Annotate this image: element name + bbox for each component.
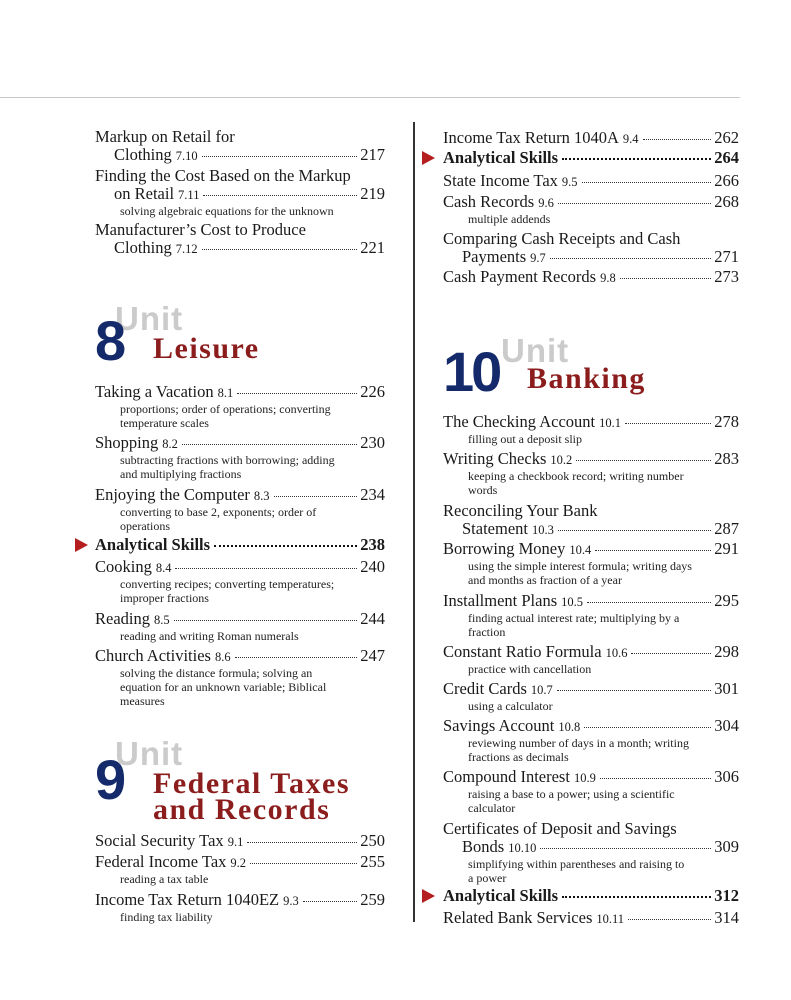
toc-entry[interactable] (443, 193, 739, 226)
toc-entry[interactable] (95, 434, 385, 481)
entry-subtopic: operations (120, 519, 170, 533)
toc-entry[interactable] (443, 450, 739, 497)
entry-subtopic: simplifying within parentheses and raising to (468, 857, 685, 871)
page-number: 304 (714, 716, 739, 735)
entry-title: Church Activities (95, 646, 211, 665)
section-number: 9.7 (530, 251, 546, 265)
unit-title: and Records (153, 793, 331, 826)
entry-title: Analytical Skills (95, 535, 211, 554)
entry-subtopic: proportions; order of operations; converting (120, 402, 331, 416)
page-number: 306 (714, 767, 739, 786)
entry-subtopic: practice with cancellation (468, 662, 592, 676)
toc-entry[interactable] (443, 717, 739, 764)
entry-subtopic: using the simple interest formula; writing days (468, 559, 692, 573)
page-number: 244 (360, 609, 385, 628)
page-number: 255 (360, 852, 385, 871)
page-number: 314 (714, 908, 739, 927)
entry-title: Social Security Tax (95, 831, 224, 850)
section-number: 10.6 (605, 646, 628, 660)
unit-9-heading (95, 735, 395, 825)
section-number: 10.3 (531, 523, 554, 537)
entry-title: Savings Account (443, 716, 555, 735)
entry-subtopic: finding tax liability (120, 910, 213, 924)
section-number: 10.9 (573, 771, 596, 785)
entry-subtopic: reviewing number of days in a month; writing (468, 736, 689, 750)
entry-subtopic: a power (468, 871, 507, 885)
entry-title: Compound Interest (443, 767, 570, 786)
page-number: 250 (360, 831, 385, 850)
unit-label: Unit (501, 332, 570, 369)
page-number: 278 (714, 412, 739, 431)
entry-subtopic: reading a tax table (120, 872, 209, 886)
unit-number: 9 (95, 748, 127, 811)
page-number: 291 (714, 539, 739, 558)
toc-entry[interactable] (443, 502, 739, 539)
toc-entry[interactable] (443, 230, 739, 267)
entry-title: Credit Cards (443, 679, 527, 698)
section-number: 8.6 (214, 650, 231, 664)
section-number: 10.5 (561, 595, 583, 609)
entry-title: Manufacturer’s Cost to Produce (95, 220, 306, 239)
page-number: 259 (360, 890, 385, 909)
page-number: 283 (714, 449, 739, 468)
entry-title: Shopping (95, 433, 159, 452)
entry-title: Payments (462, 247, 527, 266)
entry-title: Constant Ratio Formula (443, 642, 602, 661)
section-number: 8.5 (154, 613, 170, 627)
section-number: 10.10 (508, 841, 537, 855)
toc-entry[interactable] (95, 647, 385, 708)
page-number: 238 (360, 535, 385, 554)
unit-10-heading (443, 332, 739, 412)
section-number: 9.2 (230, 856, 247, 870)
page-number: 217 (360, 145, 385, 164)
section-number: 9.6 (538, 196, 554, 210)
unit-title: Leisure (153, 332, 260, 365)
top-divider (0, 97, 740, 98)
section-number: 9.3 (283, 894, 299, 908)
section-number: 9.1 (227, 835, 244, 849)
page-number: 262 (714, 128, 739, 147)
section-number: 10.11 (596, 912, 625, 926)
entry-title: Installment Plans (443, 591, 558, 610)
entry-subtopic: converting to base 2, exponents; order of (120, 505, 317, 519)
unit-number: 10 (443, 340, 500, 403)
entry-title: Bonds (462, 837, 505, 856)
entry-title: Markup on Retail for (95, 127, 235, 146)
entry-title: Reading (95, 609, 150, 628)
entry-title: Statement (462, 519, 528, 538)
page-number: 221 (360, 238, 385, 257)
entry-title: Income Tax Return 1040A (443, 128, 619, 147)
entry-title: Finding the Cost Based on the Markup (95, 166, 351, 185)
entry-title: Taking a Vacation (95, 382, 214, 401)
section-number: 8.2 (162, 437, 178, 451)
entry-subtopic: raising a base to a power; using a scientific (468, 787, 675, 801)
toc-entry[interactable] (443, 413, 739, 446)
section-number: 9.8 (600, 271, 616, 285)
toc-entry[interactable] (95, 383, 385, 430)
page-number: 247 (360, 646, 385, 665)
entry-title: Federal Income Tax (95, 852, 227, 871)
toc-entry[interactable] (443, 820, 739, 885)
section-number: 8.4 (155, 561, 172, 575)
entry-subtopic: multiple addends (468, 212, 551, 226)
unit-number: 8 (95, 309, 127, 372)
entry-subtopic: filling out a deposit slip (468, 432, 582, 446)
entry-title: Comparing Cash Receipts and Cash (443, 229, 681, 248)
toc-entry[interactable] (443, 172, 739, 191)
entry-subtopic: using a calculator (468, 699, 553, 713)
page-number: 273 (714, 267, 739, 286)
page-number: 264 (714, 148, 739, 167)
entry-title: on Retail (114, 184, 175, 203)
entry-title: Writing Checks (443, 449, 547, 468)
entry-subtopic: equation for an unknown variable; Biblical (120, 680, 327, 694)
section-number: 9.4 (622, 132, 639, 146)
toc-entry[interactable] (95, 128, 385, 165)
entry-title: Clothing (114, 238, 172, 257)
entry-title: Certificates of Deposit and Savings (443, 819, 677, 838)
entry-title: Enjoying the Computer (95, 485, 250, 504)
toc-entry[interactable] (443, 592, 739, 639)
section-number: 8.1 (217, 386, 234, 400)
entry-subtopic: words (468, 483, 498, 497)
entry-subtopic: finding actual interest rate; multiplying by a (468, 611, 680, 625)
section-number: 7.12 (175, 242, 198, 256)
unit-label: Unit (115, 735, 184, 772)
unit-8-heading (95, 300, 385, 380)
toc-entry[interactable] (95, 891, 385, 924)
toc-entry-analytical[interactable] (95, 536, 385, 554)
entry-title: The Checking Account (443, 412, 596, 431)
entry-title: Analytical Skills (443, 886, 559, 905)
page-number: 301 (714, 679, 739, 698)
page-number: 298 (714, 642, 739, 661)
entry-title: Borrowing Money (443, 539, 566, 558)
entry-subtopic: converting recipes; converting temperatures; (120, 577, 335, 591)
entry-subtopic: measures (120, 694, 165, 708)
entry-subtopic: subtracting fractions with borrowing; adding (120, 453, 335, 467)
page-number: 240 (360, 557, 385, 576)
column-divider (413, 122, 415, 922)
toc-entry[interactable] (443, 768, 739, 815)
toc-entry-analytical[interactable] (443, 887, 739, 905)
entry-subtopic: temperature scales (120, 416, 209, 430)
entry-subtopic: and multiplying fractions (120, 467, 242, 481)
section-number: 9.5 (561, 175, 578, 189)
page-number: 309 (714, 837, 739, 856)
analytical-arrow-icon (422, 151, 435, 165)
page-number: 287 (714, 519, 739, 538)
entry-subtopic: and months as fraction of a year (468, 573, 622, 587)
toc-entry[interactable] (443, 680, 739, 713)
entry-title: Income Tax Return 1040EZ (95, 890, 280, 909)
entry-subtopic: solving the distance formula; solving an (120, 666, 313, 680)
entry-title: Clothing (114, 145, 172, 164)
page-number: 266 (714, 171, 739, 190)
toc-entry[interactable] (95, 853, 385, 886)
section-number: 10.7 (530, 683, 553, 697)
page-number: 230 (360, 433, 385, 452)
section-number: 10.4 (569, 543, 592, 557)
analytical-arrow-icon (75, 538, 88, 552)
toc-entry[interactable] (95, 167, 385, 218)
section-number: 10.1 (599, 416, 622, 430)
entry-title: Cash Payment Records (443, 267, 597, 286)
page-number: 234 (360, 485, 385, 504)
unit-title: Federal Taxes (153, 767, 350, 800)
entry-subtopic: improper fractions (120, 591, 209, 605)
section-number: 10.8 (558, 720, 581, 734)
toc-entry[interactable] (95, 610, 385, 643)
entry-title: Cash Records (443, 192, 535, 211)
toc-entry[interactable] (95, 486, 385, 533)
toc-entry[interactable] (443, 909, 739, 928)
entry-title: Cooking (95, 557, 152, 576)
unit-label: Unit (115, 300, 184, 337)
entry-subtopic: calculator (468, 801, 516, 815)
section-number: 10.2 (550, 453, 573, 467)
toc-entry[interactable] (443, 129, 739, 148)
entry-title: State Income Tax (443, 171, 558, 190)
toc-entry[interactable] (443, 540, 739, 587)
entry-subtopic: solving algebraic equations for the unknown (120, 204, 334, 218)
unit-title: Banking (527, 362, 646, 395)
section-number: 7.10 (175, 149, 198, 163)
toc-entry[interactable] (95, 221, 385, 258)
entry-subtopic: reading and writing Roman numerals (120, 629, 299, 643)
entry-subtopic: fractions as decimals (468, 750, 569, 764)
page-number: 271 (714, 247, 739, 266)
toc-entry[interactable] (95, 832, 385, 851)
section-number: 7.11 (178, 188, 200, 202)
page-number: 226 (360, 382, 385, 401)
toc-entry[interactable] (443, 268, 739, 287)
section-number: 8.3 (253, 489, 270, 503)
analytical-arrow-icon (422, 889, 435, 903)
page-number: 268 (714, 192, 739, 211)
toc-entry[interactable] (95, 558, 385, 605)
toc-entry[interactable] (443, 643, 739, 676)
toc-entry-analytical[interactable] (443, 149, 739, 167)
entry-title: Reconciling Your Bank (443, 501, 598, 520)
entry-subtopic: keeping a checkbook record; writing number (468, 469, 684, 483)
page-number: 219 (360, 184, 385, 203)
page-number: 312 (714, 886, 739, 905)
entry-title: Analytical Skills (443, 148, 559, 167)
page-number: 295 (714, 591, 739, 610)
entry-subtopic: fraction (468, 625, 506, 639)
entry-title: Related Bank Services (443, 908, 593, 927)
